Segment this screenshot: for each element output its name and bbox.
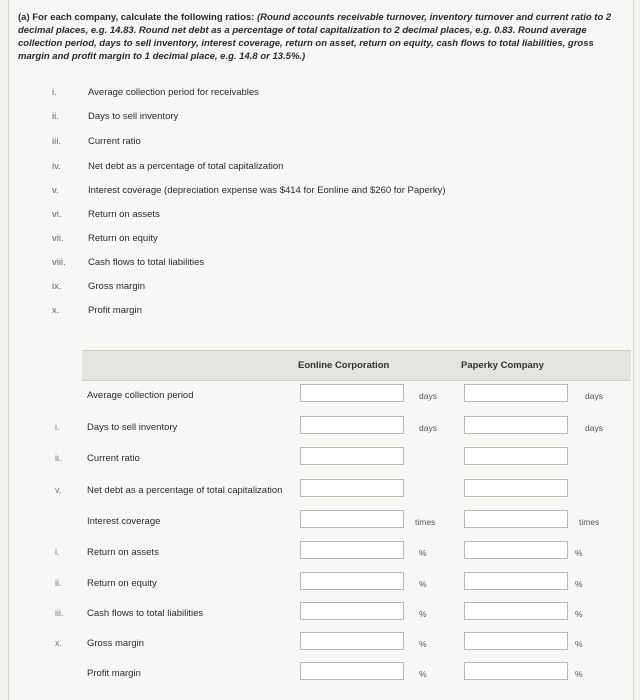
unit-label: days (585, 391, 603, 401)
unit-label: times (415, 517, 436, 527)
instructions (18, 11, 622, 63)
row-label: Return on assets (87, 547, 159, 558)
eonline-net-debt-percentage-input[interactable] (300, 479, 404, 497)
unit-label: % (419, 548, 427, 558)
row-number: ii. (55, 453, 62, 463)
table-row (9, 600, 631, 630)
list-item-label: Net debt as a percentage of total capitalization (88, 161, 284, 172)
row-label: Return on equity (87, 578, 157, 589)
eonline-interest-coverage-input[interactable] (300, 510, 404, 528)
paperky-net-debt-percentage-input[interactable] (464, 479, 568, 497)
column-header-paperky: Paperky Company (461, 360, 544, 371)
list-item-label: Profit margin (88, 305, 142, 316)
ratio-answer-table (9, 350, 631, 700)
eonline-average-collection-period-input[interactable] (300, 384, 404, 402)
eonline-return-on-assets-input[interactable] (300, 541, 404, 559)
unit-label: times (579, 517, 600, 527)
list-item-number: x. (52, 305, 60, 316)
row-label: Gross margin (87, 638, 145, 649)
paperky-gross-margin-input[interactable] (464, 632, 568, 650)
column-header-eonline: Eonline Corporation (298, 360, 390, 371)
unit-label: % (575, 579, 583, 589)
list-item-label: Average collection period for receivables (88, 87, 259, 98)
list-item-number: ii. (52, 111, 59, 122)
row-number: i. (55, 547, 60, 557)
table-row (9, 382, 631, 412)
paperky-current-ratio-input[interactable] (464, 447, 568, 465)
list-item-number: vii. (52, 233, 64, 244)
row-number: iii. (55, 608, 64, 618)
instructions-intro: (a) For each company, calculate the following ratios: (18, 12, 255, 23)
unit-label: days (419, 391, 437, 401)
eonline-current-ratio-input[interactable] (300, 447, 404, 465)
paperky-average-collection-period-input[interactable] (464, 384, 568, 402)
unit-label: days (419, 423, 437, 433)
row-label: Current ratio (87, 453, 140, 464)
unit-label: % (575, 548, 583, 558)
row-label: Interest coverage (87, 516, 161, 527)
eonline-days-to-sell-inventory-input[interactable] (300, 416, 404, 434)
list-item-number: vi. (52, 209, 62, 220)
table-row (9, 630, 631, 660)
row-number: x. (55, 638, 63, 648)
unit-label: % (575, 639, 583, 649)
paperky-return-on-assets-input[interactable] (464, 541, 568, 559)
list-item-label: Interest coverage (depreciation expense was $414 for Eonline and $260 for Paperky) (88, 185, 446, 196)
row-number: i. (55, 422, 60, 432)
list-item-number: viii. (52, 257, 66, 268)
table-row (9, 570, 631, 600)
eonline-profit-margin-input[interactable] (300, 662, 404, 680)
list-item-label: Days to sell inventory (88, 111, 179, 122)
paperky-interest-coverage-input[interactable] (464, 510, 568, 528)
table-row (9, 660, 631, 690)
unit-label: % (419, 609, 427, 619)
list-item-label: Return on assets (88, 209, 160, 220)
unit-label: % (575, 609, 583, 619)
row-number: ii. (55, 578, 62, 588)
eonline-gross-margin-input[interactable] (300, 632, 404, 650)
list-item-label: Gross margin (88, 281, 146, 292)
unit-label: % (575, 669, 583, 679)
row-number: v. (55, 485, 62, 495)
list-item-number: ix. (52, 281, 62, 292)
table-row (9, 508, 631, 538)
list-item-number: iv. (52, 161, 61, 172)
unit-label: % (419, 639, 427, 649)
row-label: Net debt as a percentage of total capitalization (87, 485, 283, 496)
eonline-cash-flows-to-liabilities-input[interactable] (300, 602, 404, 620)
row-label: Average collection period (87, 390, 194, 401)
table-row (9, 477, 631, 507)
row-label: Cash flows to total liabilities (87, 608, 204, 619)
paperky-return-on-equity-input[interactable] (464, 572, 568, 590)
unit-label: days (585, 423, 603, 433)
list-item-number: iii. (52, 136, 61, 147)
unit-label: % (419, 669, 427, 679)
paperky-cash-flows-to-liabilities-input[interactable] (464, 602, 568, 620)
paperky-days-to-sell-inventory-input[interactable] (464, 416, 568, 434)
paperky-profit-margin-input[interactable] (464, 662, 568, 680)
table-row (9, 445, 631, 475)
list-item-label: Current ratio (88, 136, 141, 147)
list-item-label: Cash flows to total liabilities (88, 257, 205, 268)
rounding-note: (Round accounts receivable turnover, inventory turnover and current ratio to 2 decimal places, e.g. 14.83. Round net debt as a percentage of total capitalization to 2 decimal places, e.g. 0.83. Round average collection period, days to sell inventory, interest coverage, return on asset, return on equity, cash flows to total liabilities, gross margin and profit margin to 1 decimal place, e.g. 14.8 or 13.5%.) (18, 12, 612, 62)
list-item-number: v. (52, 185, 59, 196)
row-label: Profit margin (87, 668, 141, 679)
table-row (9, 539, 631, 569)
unit-label: % (419, 579, 427, 589)
list-item-label: Return on equity (88, 233, 158, 244)
table-row (9, 414, 631, 444)
row-label: Days to sell inventory (87, 422, 178, 433)
eonline-return-on-equity-input[interactable] (300, 572, 404, 590)
list-item-number: i. (52, 87, 57, 98)
table-header (82, 350, 631, 381)
